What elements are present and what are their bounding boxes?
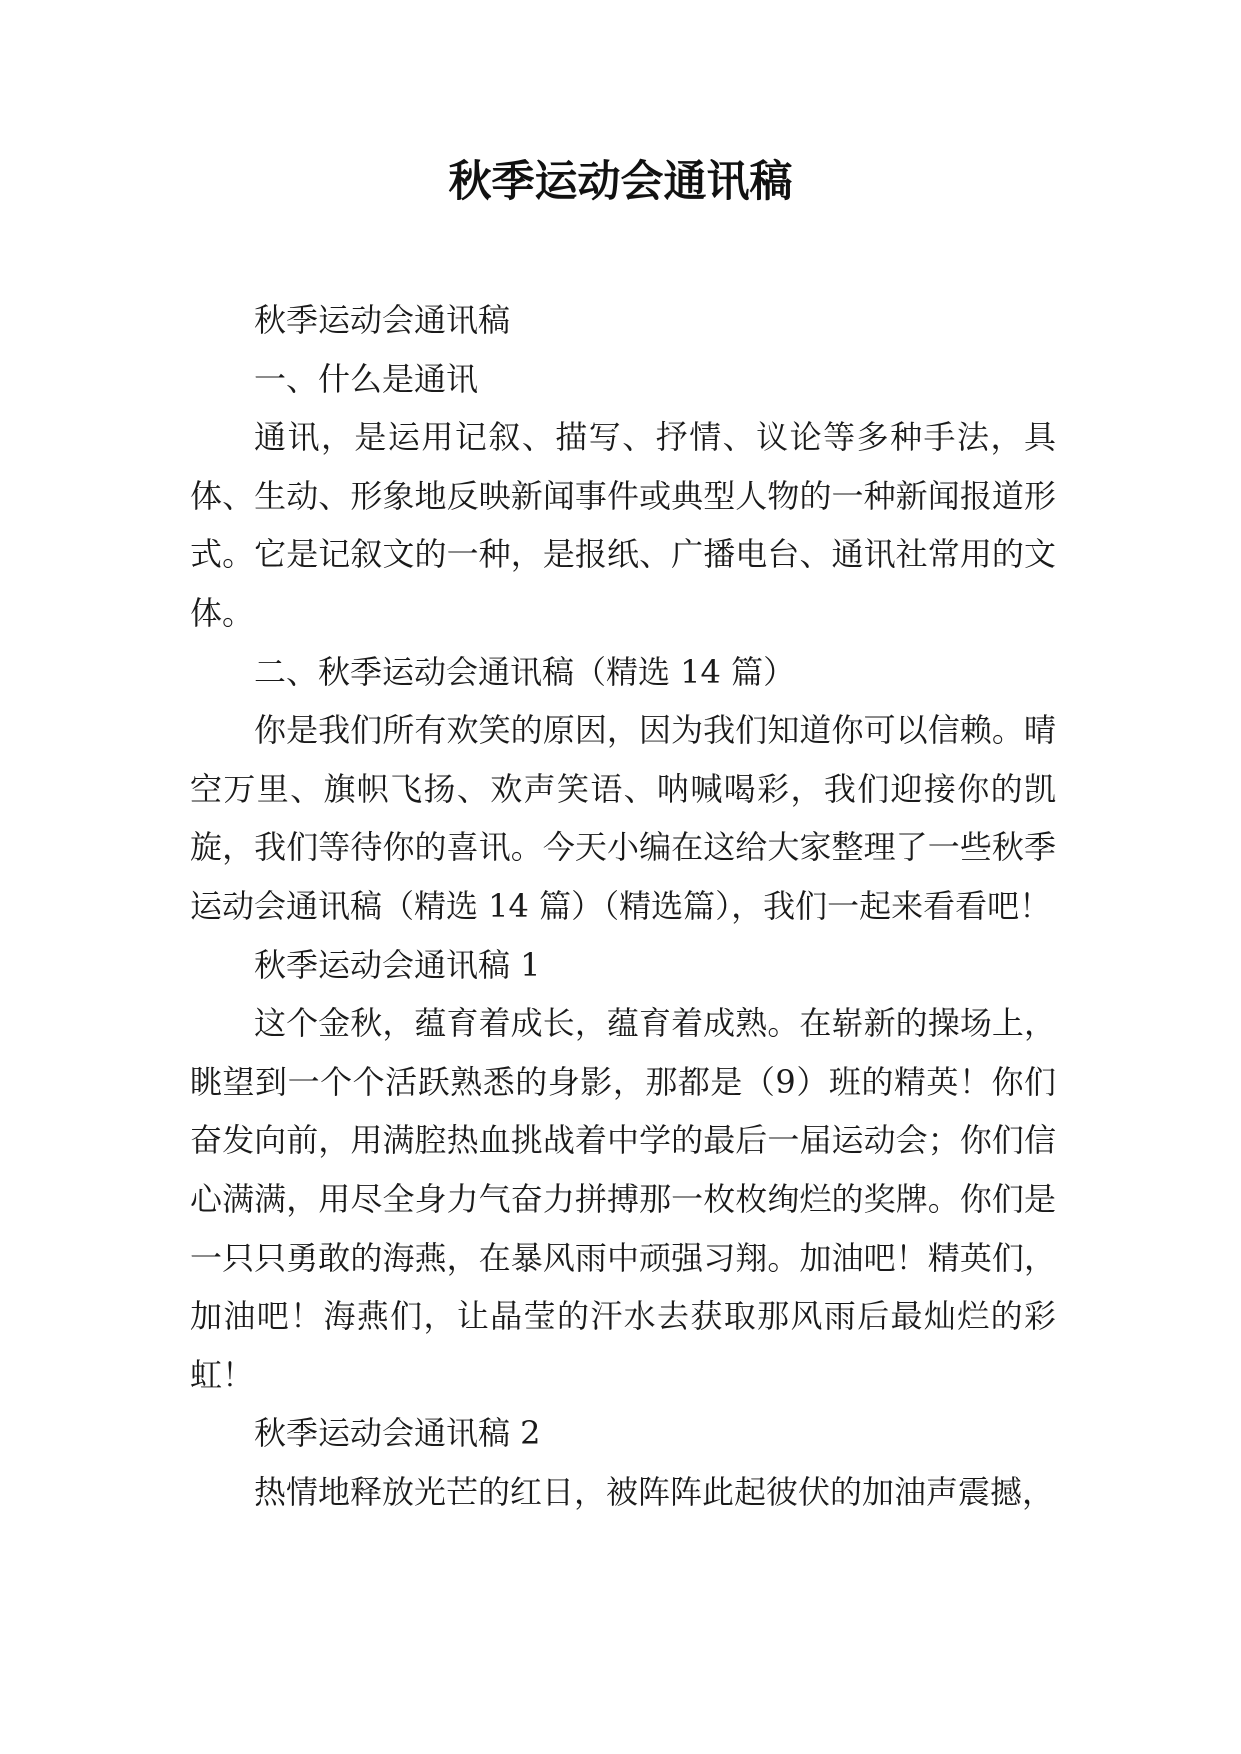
article-body-2: 热情地释放光芒的红日，被阵阵此起彼伏的加油声震撼， xyxy=(254,1472,1055,1511)
document-title: 秋季运动会通讯稿 xyxy=(448,157,793,207)
article-heading-1: 秋季运动会通讯稿 1 xyxy=(254,945,541,984)
section-heading-what-is-tongxun: 一、什么是通讯 xyxy=(254,359,479,398)
paragraph-definition: 通讯，是运用记叙、描写、抒情、议论等多种手法，具体、生动、形象地反映新闻事件或典型人物的一种新闻报道形式。它是记叙文的一种，是报纸、广播电台、通讯社常用的文体。 xyxy=(190,418,1056,632)
article-heading-2: 秋季运动会通讯稿 2 xyxy=(254,1414,541,1453)
paragraph-introduction: 你是我们所有欢笑的原因，因为我们知道你可以信赖。晴空万里、旗帜飞扬、欢声笑语、呐喊喝彩，我们迎接你的凯旋，我们等待你的喜讯。今天小编在这给大家整理了一些秋季运动会通讯稿（精选 14 篇）（精选篇），我们一起来看看吧！ xyxy=(190,711,1056,925)
article-body-1: 这个金秋，蕴育着成长，蕴育着成熟。在崭新的操场上，眺望到一个个活跃熟悉的身影，那都是（9）班的精英！你们奋发向前，用满腔热血挑战着中学的最后一届运动会；你们信心满满，用尽全身力气奋力拼搏那一枚枚绚烂的奖牌。你们是一只只勇敢的海燕，在暴风雨中顽强习翔。加油吧！精英们，加油吧！海燕们，让晶莹的汗水去获取那风雨后最灿烂的彩虹！ xyxy=(190,1004,1056,1394)
document-body xyxy=(190,291,1056,1521)
paragraph-subtitle: 秋季运动会通讯稿 xyxy=(254,301,511,339)
section-heading-selected-articles: 二、秋季运动会通讯稿（精选 14 篇） xyxy=(254,652,796,691)
